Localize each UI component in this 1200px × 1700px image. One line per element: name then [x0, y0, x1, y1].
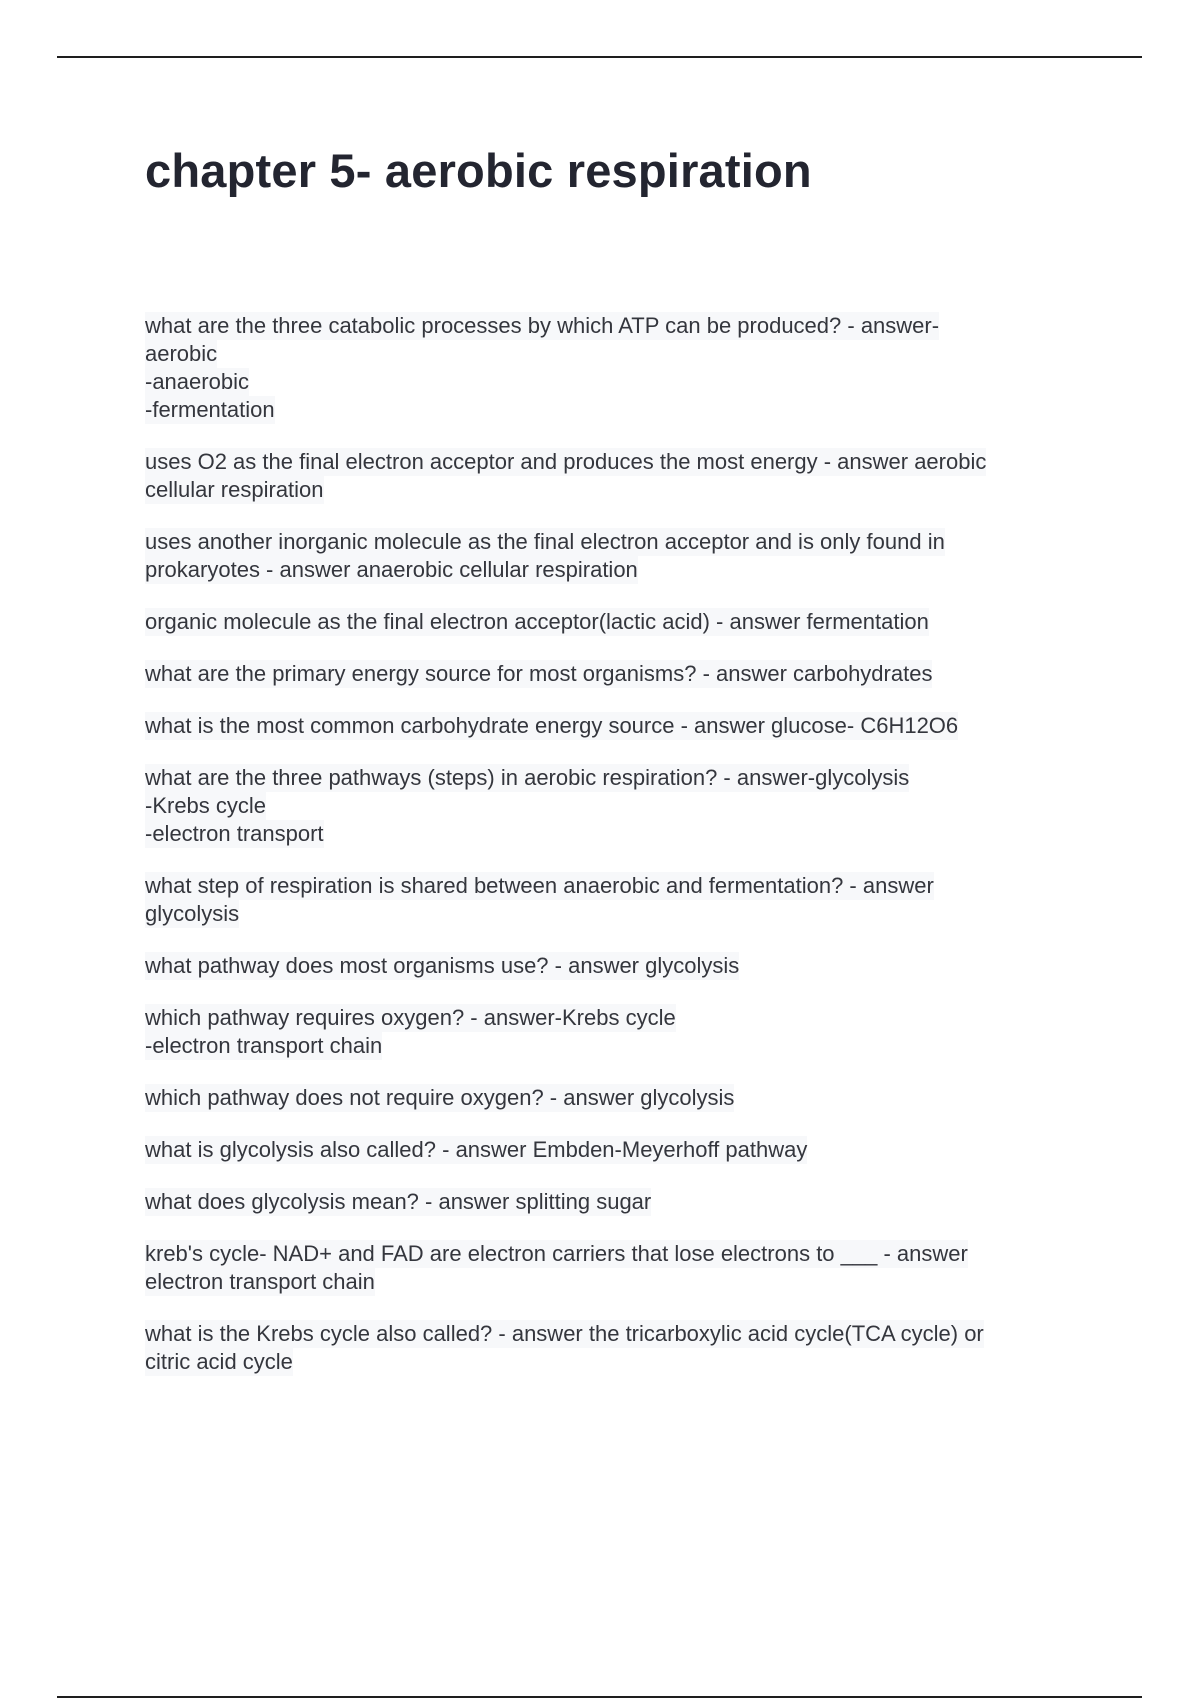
flashcard — [145, 448, 1075, 504]
card-line: -Krebs cycle — [145, 793, 267, 818]
flashcard — [145, 1188, 1075, 1216]
card-line: what is the Krebs cycle also called? - answer the tricarboxylic acid cycle(TCA cycle) or — [145, 1321, 984, 1346]
flashcard — [145, 1004, 1075, 1060]
card-line: what are the primary energy source for most organisms? - answer carbohydrates — [145, 661, 933, 686]
flashcard — [145, 660, 1075, 688]
flashcard — [145, 1136, 1075, 1164]
card-line: what step of respiration is shared between anaerobic and fermentation? - answer — [145, 873, 934, 898]
flashcard — [145, 872, 1075, 928]
top-rule — [57, 56, 1142, 58]
card-line: -electron transport chain — [145, 1033, 383, 1058]
flashcard-list — [145, 312, 1075, 1400]
card-line: which pathway does not require oxygen? - answer glycolysis — [145, 1085, 735, 1110]
card-line: -fermentation — [145, 397, 275, 422]
card-line: citric acid cycle — [145, 1349, 293, 1374]
flashcard — [145, 528, 1075, 584]
card-line: organic molecule as the final electron acceptor(lactic acid) - answer fermentation — [145, 609, 929, 634]
card-line: what pathway does most organisms use? - answer glycolysis — [145, 953, 740, 978]
card-line: what is the most common carbohydrate energy source - answer glucose- C6H12O6 — [145, 713, 959, 738]
card-line: what are the three pathways (steps) in aerobic respiration? - answer-glycolysis — [145, 765, 910, 790]
card-line: cellular respiration — [145, 477, 324, 502]
flashcard — [145, 608, 1075, 636]
flashcard — [145, 1084, 1075, 1112]
flashcard — [145, 952, 1075, 980]
flashcard — [145, 1240, 1075, 1296]
card-line: which pathway requires oxygen? - answer-Krebs cycle — [145, 1005, 676, 1030]
card-line: prokaryotes - answer anaerobic cellular respiration — [145, 557, 638, 582]
card-line: uses O2 as the final electron acceptor and produces the most energy - answer aerobic — [145, 449, 987, 474]
page-title: chapter 5- aerobic respiration — [145, 144, 812, 197]
card-line: -electron transport — [145, 821, 324, 846]
card-line: glycolysis — [145, 901, 240, 926]
flashcard — [145, 1320, 1075, 1376]
card-line: -anaerobic — [145, 369, 249, 394]
flashcard — [145, 312, 1075, 424]
card-line: aerobic — [145, 341, 218, 366]
flashcard — [145, 712, 1075, 740]
card-line: electron transport chain — [145, 1269, 375, 1294]
card-line: uses another inorganic molecule as the final electron acceptor and is only found in — [145, 529, 945, 554]
bottom-rule — [57, 1696, 1142, 1698]
flashcard — [145, 764, 1075, 848]
card-line: kreb's cycle- NAD+ and FAD are electron carriers that lose electrons to ___ - answer — [145, 1241, 968, 1266]
card-line: what are the three catabolic processes by which ATP can be produced? - answer- — [145, 313, 940, 338]
card-line: what is glycolysis also called? - answer Embden-Meyerhoff pathway — [145, 1137, 808, 1162]
card-line: what does glycolysis mean? - answer splitting sugar — [145, 1189, 652, 1214]
